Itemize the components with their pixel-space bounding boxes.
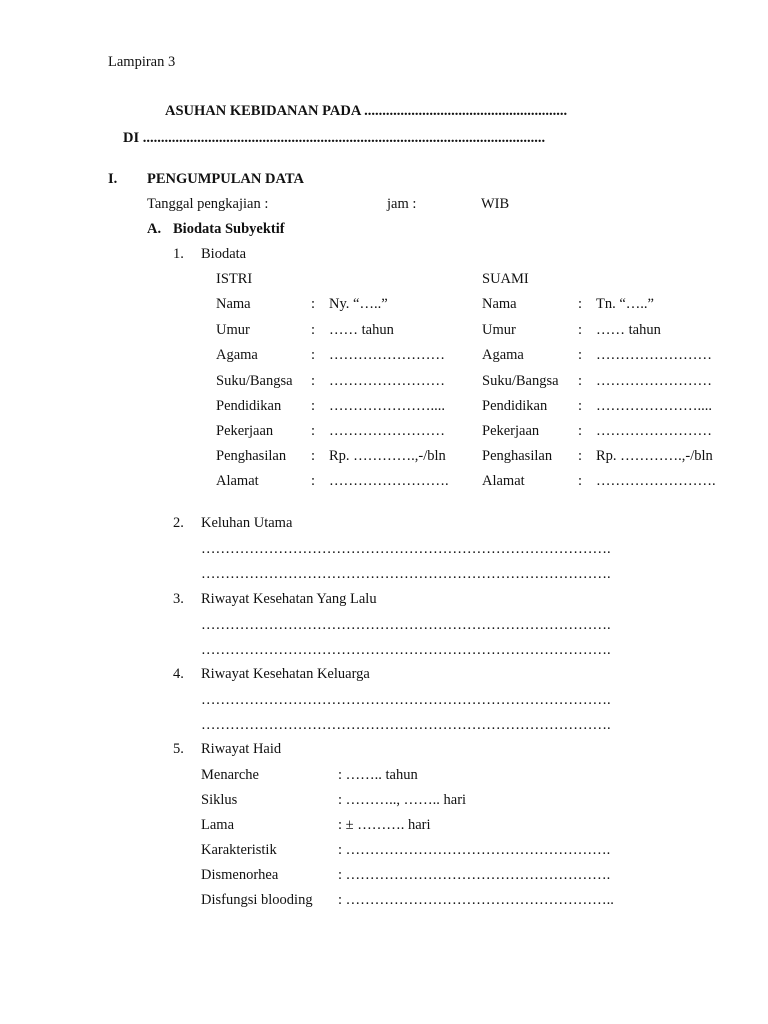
biodata-number: 1. bbox=[173, 246, 184, 262]
jam-label: jam : bbox=[387, 196, 417, 212]
istri-field-value: Ny. “…..” bbox=[329, 296, 388, 312]
suami-field-colon: : bbox=[578, 322, 583, 338]
suami-field-label: Pendidikan bbox=[482, 398, 548, 414]
istri-field-value: …………………… bbox=[329, 347, 445, 363]
suami-field-value: …………………… bbox=[596, 423, 712, 439]
suami-field-label: Alamat bbox=[482, 473, 525, 489]
item-blank-line: …………………………………………………………………………. bbox=[201, 617, 611, 633]
istri-field-label: Penghasilan bbox=[216, 448, 287, 464]
suami-field-label: Pekerjaan bbox=[482, 423, 540, 439]
lampiran-label: Lampiran 3 bbox=[108, 54, 176, 70]
suami-field-value: ……………………. bbox=[596, 473, 716, 489]
item-blank-line: …………………………………………………………………………. bbox=[201, 717, 611, 733]
wib-label: WIB bbox=[481, 196, 510, 212]
section-number: I. bbox=[108, 171, 118, 187]
item-number: 2. bbox=[173, 515, 184, 531]
suami-field-value: …………………… bbox=[596, 373, 712, 389]
istri-field-colon: : bbox=[311, 373, 316, 389]
istri-field-label: Alamat bbox=[216, 473, 259, 489]
istri-header: ISTRI bbox=[216, 271, 253, 287]
item-blank-line: …………………………………………………………………………. bbox=[201, 692, 611, 708]
istri-field-colon: : bbox=[311, 296, 316, 312]
istri-field-value: Rp. ………….,-/bln bbox=[329, 448, 446, 464]
istri-field-label: Pekerjaan bbox=[216, 423, 274, 439]
suami-field-colon: : bbox=[578, 373, 583, 389]
tanggal-pengkajian-label: Tanggal pengkajian : bbox=[147, 196, 269, 212]
biodata-title: Biodata bbox=[201, 246, 247, 262]
item-blank-line: …………………………………………………………………………. bbox=[201, 642, 611, 658]
haid-field-label: Dismenorhea bbox=[201, 867, 279, 883]
item-blank-line: …………………………………………………………………………. bbox=[201, 566, 611, 582]
istri-field-colon: : bbox=[311, 398, 316, 414]
haid-field-label: Karakteristik bbox=[201, 842, 277, 858]
istri-field-value: ……………………. bbox=[329, 473, 449, 489]
suami-field-colon: : bbox=[578, 347, 583, 363]
suami-field-colon: : bbox=[578, 448, 583, 464]
item-title: Riwayat Kesehatan Yang Lalu bbox=[201, 591, 377, 607]
istri-field-colon: : bbox=[311, 473, 316, 489]
item-title: Riwayat Kesehatan Keluarga bbox=[201, 666, 370, 682]
suami-field-value: Tn. “…..” bbox=[596, 296, 654, 312]
istri-field-label: Umur bbox=[216, 322, 250, 338]
subsection-letter: A. bbox=[147, 221, 162, 237]
suami-field-value: …………………… bbox=[596, 347, 712, 363]
suami-field-label: Agama bbox=[482, 347, 524, 363]
suami-field-label: Penghasilan bbox=[482, 448, 553, 464]
suami-field-label: Nama bbox=[482, 296, 517, 312]
subsection-title: Biodata Subyektif bbox=[173, 221, 285, 237]
istri-field-value: …………………… bbox=[329, 373, 445, 389]
istri-field-label: Pendidikan bbox=[216, 398, 282, 414]
item-title: Keluhan Utama bbox=[201, 515, 293, 531]
istri-field-label: Agama bbox=[216, 347, 258, 363]
istri-field-value: ………………….... bbox=[329, 398, 445, 414]
istri-field-colon: : bbox=[311, 322, 316, 338]
haid-field-label: Lama bbox=[201, 817, 235, 833]
haid-number: 5. bbox=[173, 741, 184, 757]
istri-field-value: …… tahun bbox=[329, 322, 394, 338]
suami-header: SUAMI bbox=[482, 271, 529, 287]
haid-field-value: : ……….., …….. hari bbox=[338, 792, 467, 808]
suami-field-colon: : bbox=[578, 473, 583, 489]
istri-field-colon: : bbox=[311, 448, 316, 464]
istri-field-label: Nama bbox=[216, 296, 251, 312]
haid-field-value: : ………………………………………………. bbox=[338, 842, 611, 858]
document-title-location: DI ............................................................................................................... bbox=[123, 130, 546, 146]
item-number: 3. bbox=[173, 591, 184, 607]
istri-field-colon: : bbox=[311, 423, 316, 439]
haid-field-value: : ……………………………………………….. bbox=[338, 892, 614, 908]
haid-field-label: Siklus bbox=[201, 792, 238, 808]
haid-field-label: Disfungsi blooding bbox=[201, 892, 313, 908]
suami-field-colon: : bbox=[578, 296, 583, 312]
suami-field-label: Umur bbox=[482, 322, 516, 338]
haid-field-value: : ………………………………………………. bbox=[338, 867, 611, 883]
haid-field-value: : ± ………. hari bbox=[338, 817, 431, 833]
haid-field-label: Menarche bbox=[201, 767, 259, 783]
istri-field-label: Suku/Bangsa bbox=[216, 373, 293, 389]
item-number: 4. bbox=[173, 666, 184, 682]
istri-field-colon: : bbox=[311, 347, 316, 363]
suami-field-value: …… tahun bbox=[596, 322, 661, 338]
suami-field-value: ………………….... bbox=[596, 398, 712, 414]
suami-field-label: Suku/Bangsa bbox=[482, 373, 559, 389]
document-title: ASUHAN KEBIDANAN PADA ........................................................ bbox=[165, 103, 568, 119]
suami-field-colon: : bbox=[578, 398, 583, 414]
haid-title: Riwayat Haid bbox=[201, 741, 282, 757]
istri-field-value: …………………… bbox=[329, 423, 445, 439]
item-blank-line: …………………………………………………………………………. bbox=[201, 541, 611, 557]
suami-field-value: Rp. ………….,-/bln bbox=[596, 448, 713, 464]
suami-field-colon: : bbox=[578, 423, 583, 439]
section-heading: PENGUMPULAN DATA bbox=[147, 171, 304, 187]
haid-field-value: : …….. tahun bbox=[338, 767, 418, 783]
